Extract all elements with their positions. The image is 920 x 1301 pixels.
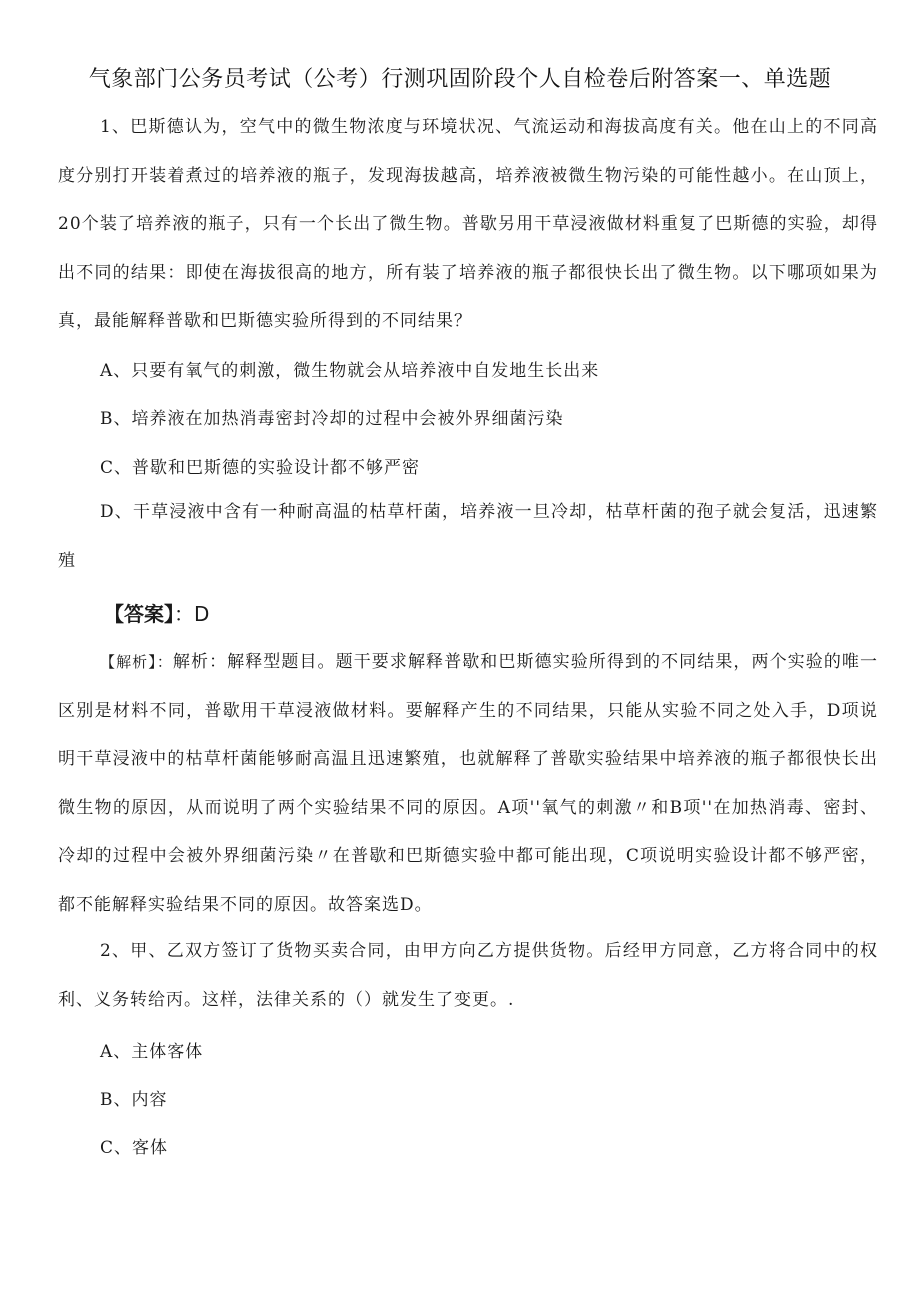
question-2-stem: 2、甲、乙双方签订了货物买卖合同，由甲方向乙方提供货物。后经甲方同意，乙方将合同中的权利、义务转给丙。这样，法律关系的（）就发生了变更。. <box>58 941 878 1010</box>
question-1-option-d: D、干草浸液中含有一种耐高温的枯草杆菌，培养液一旦冷却，枯草杆菌的孢子就会复活，迅速繁殖 <box>58 502 878 571</box>
question-1-stem: 1、巴斯德认为，空气中的微生物浓度与环境状况、气流运动和海拔高度有关。他在山上的不同高度分别打开装着煮过的培养液的瓶子，发现海拔越高，培养液被微生物污染的可能性越小。在山顶上，20个装了培养液的瓶子，只有一个长出了微生物。普歇另用干草浸液做材料重复了巴斯德的实验，却得出不同的结果：即使在海拔很高的地方，所有装了培养液的瓶子都很快长出了微生物。以下哪项如果为真，最能解释普歇和巴斯德实验所得到的不同结果？ <box>58 117 878 331</box>
question-1-analysis <box>58 638 878 929</box>
answer-value: ：D <box>174 602 210 626</box>
answer-label: 【答案】 <box>104 602 174 626</box>
question-1-option-a: A、只要有氧气的刺激，微生物就会从培养液中自发地生长出来 <box>100 361 600 381</box>
question-2-option-a: A、主体客体 <box>100 1042 204 1062</box>
analysis-text: 解析：解释型题目。题干要求解释普歇和巴斯德实验所得到的不同结果，两个实验的唯一区别是材料不同，普歇用干草浸液做材料。要解释产生的不同结果，只能从实验不同之处入手，D项说明干草浸液中的枯草杆菌能够耐高温且迅速繁殖，也就解释了普歇实验结果中培养液的瓶子都很快长出微生物的原因，从而说明了两个实验结果不同的原因。A项''氧气的刺激〃和B项''在加热消毒、密封、冷却的过程中会被外界细菌污染〃在普歇和巴斯德实验中都可能出现，C项说明实验设计都不够严密，都不能解释实验结果不同的原因。故答案选D。 <box>58 652 878 915</box>
question-2-option-b: B、内容 <box>100 1090 168 1110</box>
question-2-option-c: C、客体 <box>100 1138 169 1158</box>
question-1-option-b: B、培养液在加热消毒密封冷却的过程中会被外界细菌污染 <box>100 409 564 429</box>
analysis-label: 【解析】： <box>100 653 173 671</box>
question-1-answer <box>104 598 209 627</box>
page-title: 气象部门公务员考试（公考）行测巩固阶段个人自检卷后附答案一、单选题 <box>88 67 832 92</box>
question-1-option-c: C、普歇和巴斯德的实验设计都不够严密 <box>100 458 421 478</box>
